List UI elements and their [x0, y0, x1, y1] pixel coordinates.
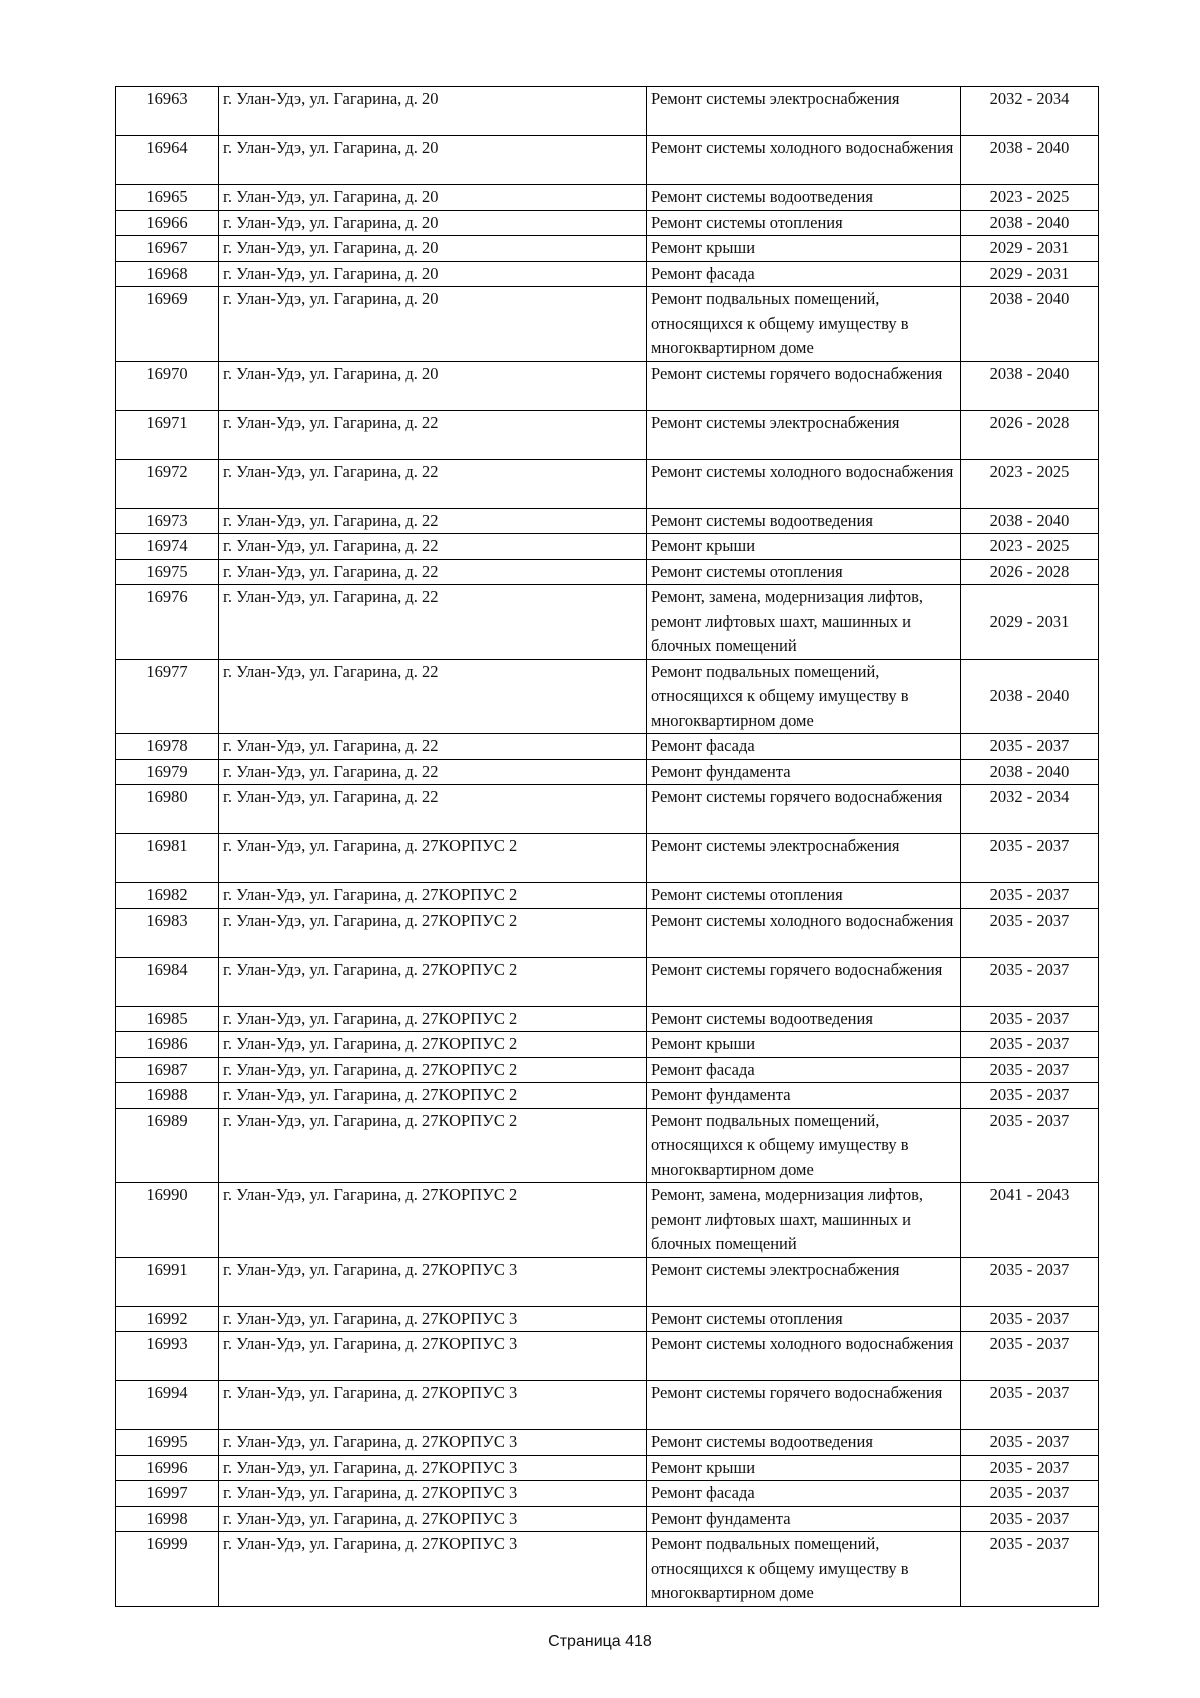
- work-type-cell: Ремонт системы холодного водоснабжения: [647, 1332, 961, 1381]
- work-type-cell: Ремонт системы отопления: [647, 559, 961, 585]
- table-row: [116, 236, 1099, 262]
- row-number-cell: 16977: [116, 659, 219, 734]
- period-cell: 2035 - 2037: [961, 883, 1099, 909]
- table-row: [116, 908, 1099, 957]
- row-number-cell: 16993: [116, 1332, 219, 1381]
- row-number-cell: 16986: [116, 1032, 219, 1058]
- address-cell: г. Улан-Удэ, ул. Гагарина, д. 27КОРПУС 3: [219, 1532, 647, 1607]
- work-type-cell: Ремонт фасада: [647, 261, 961, 287]
- table-row: [116, 410, 1099, 459]
- table-row: [116, 1430, 1099, 1456]
- row-number-cell: 16968: [116, 261, 219, 287]
- row-number-cell: 16999: [116, 1532, 219, 1607]
- table-row: [116, 1083, 1099, 1109]
- row-number-cell: 16972: [116, 459, 219, 508]
- address-cell: г. Улан-Удэ, ул. Гагарина, д. 27КОРПУС 3: [219, 1430, 647, 1456]
- period-cell: 2035 - 2037: [961, 1108, 1099, 1183]
- address-cell: г. Улан-Удэ, ул. Гагарина, д. 20: [219, 361, 647, 410]
- row-number-cell: 16992: [116, 1306, 219, 1332]
- row-number-cell: 16973: [116, 508, 219, 534]
- address-cell: г. Улан-Удэ, ул. Гагарина, д. 27КОРПУС 2: [219, 1108, 647, 1183]
- table-row: [116, 1306, 1099, 1332]
- table-row: [116, 1183, 1099, 1258]
- work-type-cell: Ремонт системы горячего водоснабжения: [647, 1381, 961, 1430]
- period-cell: 2023 - 2025: [961, 459, 1099, 508]
- work-type-cell: Ремонт системы электроснабжения: [647, 87, 961, 136]
- work-type-cell: Ремонт системы водоотведения: [647, 1006, 961, 1032]
- period-cell: 2035 - 2037: [961, 1083, 1099, 1109]
- row-number-cell: 16985: [116, 1006, 219, 1032]
- address-cell: г. Улан-Удэ, ул. Гагарина, д. 22: [219, 508, 647, 534]
- work-type-cell: Ремонт системы холодного водоснабжения: [647, 908, 961, 957]
- work-type-cell: Ремонт системы холодного водоснабжения: [647, 459, 961, 508]
- address-cell: г. Улан-Удэ, ул. Гагарина, д. 22: [219, 459, 647, 508]
- work-type-cell: Ремонт системы отопления: [647, 210, 961, 236]
- work-type-cell: Ремонт системы горячего водоснабжения: [647, 785, 961, 834]
- row-number-cell: 16978: [116, 734, 219, 760]
- address-cell: г. Улан-Удэ, ул. Гагарина, д. 22: [219, 585, 647, 660]
- address-cell: г. Улан-Удэ, ул. Гагарина, д. 22: [219, 534, 647, 560]
- table-row: [116, 1332, 1099, 1381]
- row-number-cell: 16996: [116, 1455, 219, 1481]
- row-number-cell: 16983: [116, 908, 219, 957]
- row-number-cell: 16982: [116, 883, 219, 909]
- address-cell: г. Улан-Удэ, ул. Гагарина, д. 27КОРПУС 3: [219, 1257, 647, 1306]
- address-cell: г. Улан-Удэ, ул. Гагарина, д. 27КОРПУС 3: [219, 1306, 647, 1332]
- period-cell: 2038 - 2040: [961, 136, 1099, 185]
- address-cell: г. Улан-Удэ, ул. Гагарина, д. 20: [219, 136, 647, 185]
- work-type-cell: Ремонт системы холодного водоснабжения: [647, 136, 961, 185]
- table-row: [116, 87, 1099, 136]
- table-row: [116, 585, 1099, 660]
- row-number-cell: 16984: [116, 957, 219, 1006]
- period-cell: 2038 - 2040: [961, 759, 1099, 785]
- work-type-cell: Ремонт системы водоотведения: [647, 185, 961, 211]
- period-cell: 2035 - 2037: [961, 834, 1099, 883]
- table-row: [116, 210, 1099, 236]
- table-body: [116, 87, 1099, 1607]
- work-type-cell: Ремонт системы электроснабжения: [647, 1257, 961, 1306]
- address-cell: г. Улан-Удэ, ул. Гагарина, д. 27КОРПУС 3: [219, 1455, 647, 1481]
- row-number-cell: 16998: [116, 1506, 219, 1532]
- table-row: [116, 834, 1099, 883]
- row-number-cell: 16994: [116, 1381, 219, 1430]
- address-cell: г. Улан-Удэ, ул. Гагарина, д. 22: [219, 785, 647, 834]
- period-cell: 2035 - 2037: [961, 957, 1099, 1006]
- period-cell: 2035 - 2037: [961, 908, 1099, 957]
- address-cell: г. Улан-Удэ, ул. Гагарина, д. 20: [219, 236, 647, 262]
- row-number-cell: 16989: [116, 1108, 219, 1183]
- period-cell: 2032 - 2034: [961, 785, 1099, 834]
- row-number-cell: 16964: [116, 136, 219, 185]
- period-cell: 2035 - 2037: [961, 1481, 1099, 1507]
- period-cell: 2026 - 2028: [961, 559, 1099, 585]
- row-number-cell: 16990: [116, 1183, 219, 1258]
- work-type-cell: Ремонт подвальных помещений, относящихся к общему имуществу в многоквартирном доме: [647, 1532, 961, 1607]
- work-type-cell: Ремонт фасада: [647, 1057, 961, 1083]
- row-number-cell: 16967: [116, 236, 219, 262]
- table-row: [116, 1108, 1099, 1183]
- period-cell: 2035 - 2037: [961, 1006, 1099, 1032]
- address-cell: г. Улан-Удэ, ул. Гагарина, д. 27КОРПУС 2: [219, 1006, 647, 1032]
- address-cell: г. Улан-Удэ, ул. Гагарина, д. 27КОРПУС 3: [219, 1332, 647, 1381]
- period-cell: 2038 - 2040: [961, 361, 1099, 410]
- period-cell: 2029 - 2031: [961, 261, 1099, 287]
- row-number-cell: 16979: [116, 759, 219, 785]
- row-number-cell: 16997: [116, 1481, 219, 1507]
- table-row: [116, 883, 1099, 909]
- row-number-cell: 16980: [116, 785, 219, 834]
- work-type-cell: Ремонт подвальных помещений, относящихся к общему имуществу в многоквартирном доме: [647, 1108, 961, 1183]
- period-cell: 2038 - 2040: [961, 210, 1099, 236]
- period-cell: 2035 - 2037: [961, 734, 1099, 760]
- table-row: [116, 957, 1099, 1006]
- work-type-cell: Ремонт подвальных помещений, относящихся к общему имуществу в многоквартирном доме: [647, 659, 961, 734]
- address-cell: г. Улан-Удэ, ул. Гагарина, д. 20: [219, 261, 647, 287]
- table-row: [116, 734, 1099, 760]
- period-cell: 2029 - 2031: [961, 236, 1099, 262]
- period-cell: 2029 - 2031: [961, 585, 1099, 660]
- period-cell: 2035 - 2037: [961, 1455, 1099, 1481]
- work-type-cell: Ремонт крыши: [647, 1455, 961, 1481]
- work-type-cell: Ремонт фундамента: [647, 1506, 961, 1532]
- period-cell: 2035 - 2037: [961, 1057, 1099, 1083]
- table-row: [116, 559, 1099, 585]
- row-number-cell: 16975: [116, 559, 219, 585]
- row-number-cell: 16987: [116, 1057, 219, 1083]
- address-cell: г. Улан-Удэ, ул. Гагарина, д. 27КОРПУС 2: [219, 908, 647, 957]
- work-type-cell: Ремонт крыши: [647, 236, 961, 262]
- table-row: [116, 1257, 1099, 1306]
- period-cell: 2038 - 2040: [961, 287, 1099, 362]
- work-type-cell: Ремонт фасада: [647, 734, 961, 760]
- table-row: [116, 759, 1099, 785]
- row-number-cell: 16991: [116, 1257, 219, 1306]
- address-cell: г. Улан-Удэ, ул. Гагарина, д. 20: [219, 185, 647, 211]
- period-cell: 2035 - 2037: [961, 1332, 1099, 1381]
- period-cell: 2023 - 2025: [961, 534, 1099, 560]
- period-cell: 2038 - 2040: [961, 508, 1099, 534]
- address-cell: г. Улан-Удэ, ул. Гагарина, д. 22: [219, 659, 647, 734]
- table-row: [116, 1006, 1099, 1032]
- table-row: [116, 1532, 1099, 1607]
- work-type-cell: Ремонт подвальных помещений, относящихся к общему имуществу в многоквартирном доме: [647, 287, 961, 362]
- table-row: [116, 534, 1099, 560]
- period-cell: 2035 - 2037: [961, 1381, 1099, 1430]
- work-type-cell: Ремонт крыши: [647, 1032, 961, 1058]
- period-cell: 2035 - 2037: [961, 1257, 1099, 1306]
- address-cell: г. Улан-Удэ, ул. Гагарина, д. 22: [219, 759, 647, 785]
- work-type-cell: Ремонт системы электроснабжения: [647, 410, 961, 459]
- work-type-cell: Ремонт системы водоотведения: [647, 508, 961, 534]
- page-number: Страница 418: [548, 1633, 652, 1650]
- table-row: [116, 659, 1099, 734]
- period-cell: 2023 - 2025: [961, 185, 1099, 211]
- work-type-cell: Ремонт системы электроснабжения: [647, 834, 961, 883]
- address-cell: г. Улан-Удэ, ул. Гагарина, д. 22: [219, 410, 647, 459]
- row-number-cell: 16970: [116, 361, 219, 410]
- work-type-cell: Ремонт фундамента: [647, 1083, 961, 1109]
- table-row: [116, 1481, 1099, 1507]
- work-type-cell: Ремонт системы водоотведения: [647, 1430, 961, 1456]
- repair-schedule-table: [115, 86, 1099, 1607]
- work-type-cell: Ремонт фасада: [647, 1481, 961, 1507]
- work-type-cell: Ремонт системы отопления: [647, 1306, 961, 1332]
- address-cell: г. Улан-Удэ, ул. Гагарина, д. 27КОРПУС 2: [219, 1032, 647, 1058]
- address-cell: г. Улан-Удэ, ул. Гагарина, д. 22: [219, 559, 647, 585]
- row-number-cell: 16995: [116, 1430, 219, 1456]
- table-row: [116, 361, 1099, 410]
- address-cell: г. Улан-Удэ, ул. Гагарина, д. 22: [219, 734, 647, 760]
- period-cell: 2035 - 2037: [961, 1430, 1099, 1456]
- address-cell: г. Улан-Удэ, ул. Гагарина, д. 27КОРПУС 3: [219, 1506, 647, 1532]
- address-cell: г. Улан-Удэ, ул. Гагарина, д. 20: [219, 287, 647, 362]
- address-cell: г. Улан-Удэ, ул. Гагарина, д. 27КОРПУС 2: [219, 1083, 647, 1109]
- table-row: [116, 1057, 1099, 1083]
- table-row: [116, 508, 1099, 534]
- table-row: [116, 1455, 1099, 1481]
- period-cell: 2032 - 2034: [961, 87, 1099, 136]
- period-cell: 2041 - 2043: [961, 1183, 1099, 1258]
- work-type-cell: Ремонт системы горячего водоснабжения: [647, 361, 961, 410]
- table-row: [116, 785, 1099, 834]
- address-cell: г. Улан-Удэ, ул. Гагарина, д. 27КОРПУС 3: [219, 1381, 647, 1430]
- period-cell: 2035 - 2037: [961, 1506, 1099, 1532]
- work-type-cell: Ремонт, замена, модернизация лифтов, ремонт лифтовых шахт, машинных и блочных помещений: [647, 585, 961, 660]
- row-number-cell: 16976: [116, 585, 219, 660]
- work-type-cell: Ремонт фундамента: [647, 759, 961, 785]
- address-cell: г. Улан-Удэ, ул. Гагарина, д. 20: [219, 210, 647, 236]
- address-cell: г. Улан-Удэ, ул. Гагарина, д. 27КОРПУС 2: [219, 1057, 647, 1083]
- table-row: [116, 185, 1099, 211]
- row-number-cell: 16988: [116, 1083, 219, 1109]
- period-cell: 2026 - 2028: [961, 410, 1099, 459]
- table-row: [116, 261, 1099, 287]
- work-type-cell: Ремонт, замена, модернизация лифтов, ремонт лифтовых шахт, машинных и блочных помещений: [647, 1183, 961, 1258]
- work-type-cell: Ремонт системы отопления: [647, 883, 961, 909]
- table-row: [116, 459, 1099, 508]
- address-cell: г. Улан-Удэ, ул. Гагарина, д. 20: [219, 87, 647, 136]
- period-cell: 2035 - 2037: [961, 1306, 1099, 1332]
- address-cell: г. Улан-Удэ, ул. Гагарина, д. 27КОРПУС 2: [219, 1183, 647, 1258]
- row-number-cell: 16969: [116, 287, 219, 362]
- period-cell: 2035 - 2037: [961, 1532, 1099, 1607]
- row-number-cell: 16966: [116, 210, 219, 236]
- row-number-cell: 16971: [116, 410, 219, 459]
- address-cell: г. Улан-Удэ, ул. Гагарина, д. 27КОРПУС 3: [219, 1481, 647, 1507]
- address-cell: г. Улан-Удэ, ул. Гагарина, д. 27КОРПУС 2: [219, 883, 647, 909]
- period-cell: 2038 - 2040: [961, 659, 1099, 734]
- table-row: [116, 1381, 1099, 1430]
- period-cell: 2035 - 2037: [961, 1032, 1099, 1058]
- address-cell: г. Улан-Удэ, ул. Гагарина, д. 27КОРПУС 2: [219, 834, 647, 883]
- address-cell: г. Улан-Удэ, ул. Гагарина, д. 27КОРПУС 2: [219, 957, 647, 1006]
- table-row: [116, 1506, 1099, 1532]
- row-number-cell: 16965: [116, 185, 219, 211]
- work-type-cell: Ремонт крыши: [647, 534, 961, 560]
- table-row: [116, 287, 1099, 362]
- work-type-cell: Ремонт системы горячего водоснабжения: [647, 957, 961, 1006]
- row-number-cell: 16981: [116, 834, 219, 883]
- row-number-cell: 16974: [116, 534, 219, 560]
- row-number-cell: 16963: [116, 87, 219, 136]
- table-row: [116, 136, 1099, 185]
- table-row: [116, 1032, 1099, 1058]
